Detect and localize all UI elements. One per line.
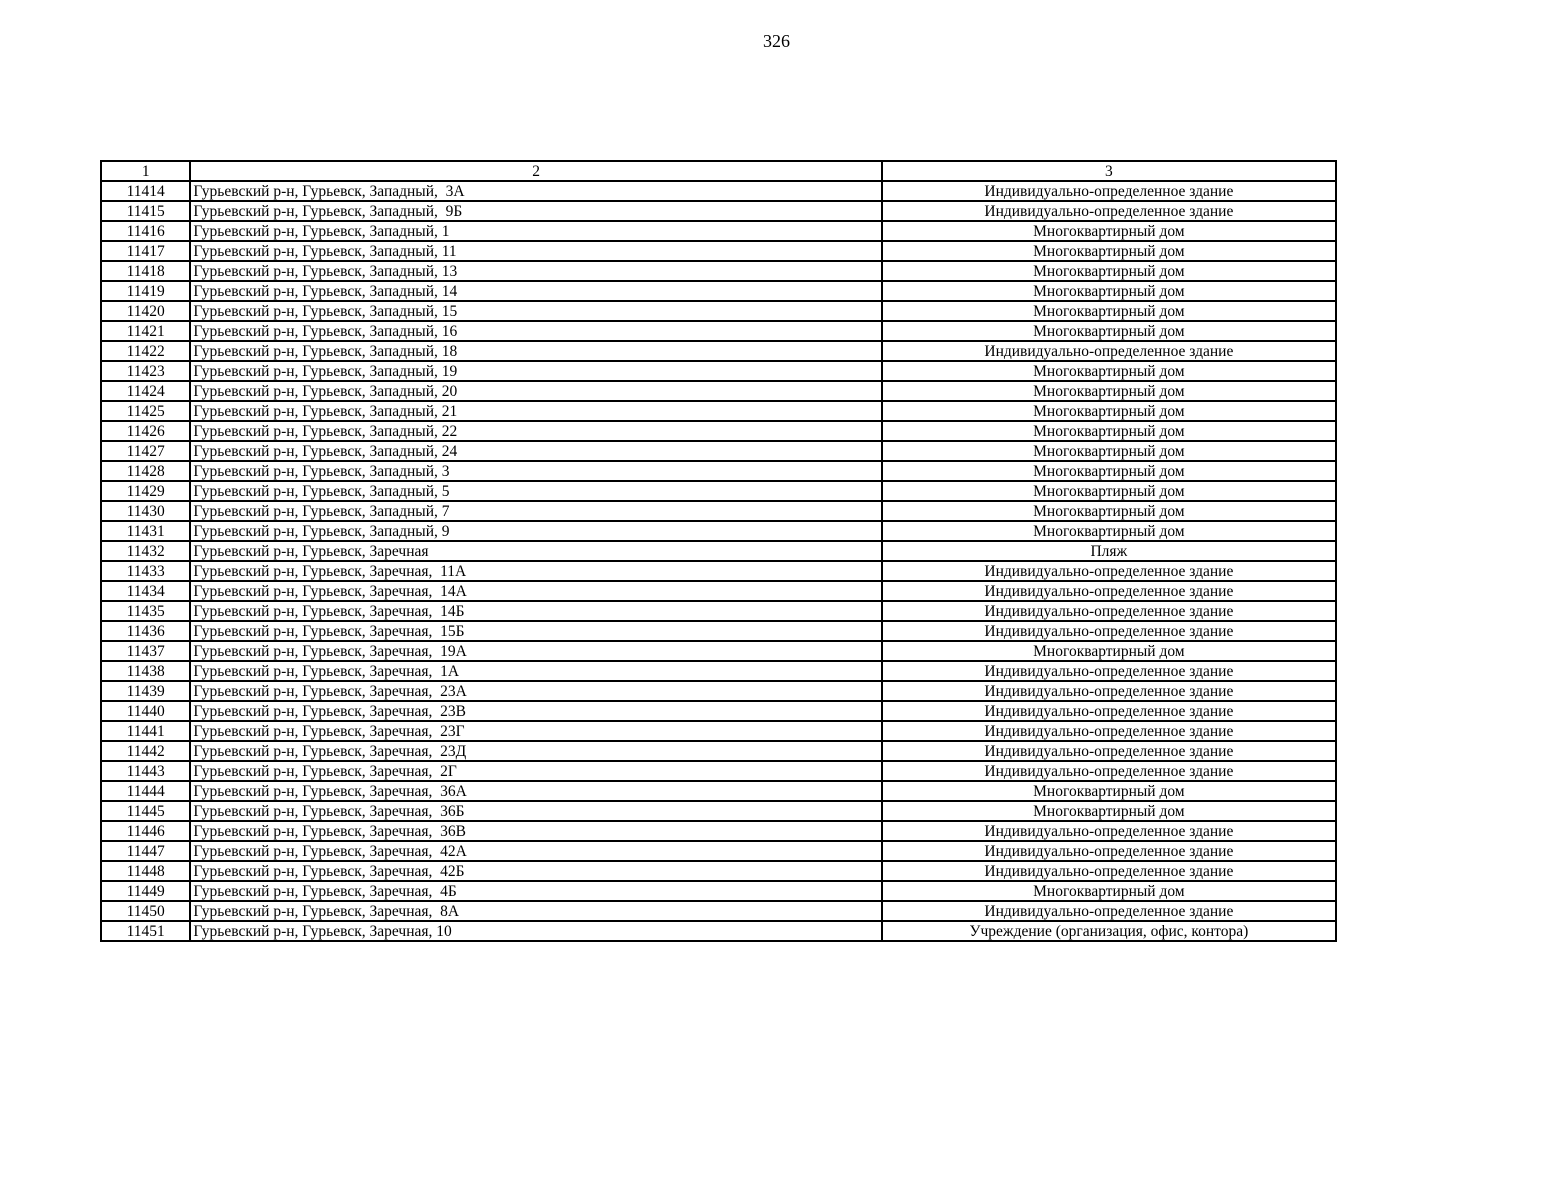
row-number-cell: 11438 [101, 661, 190, 681]
object-type-cell: Индивидуально-определенное здание [882, 701, 1336, 721]
address-cell: Гурьевский р-н, Гурьевск, Западный, 15 [190, 301, 881, 321]
table-row [101, 861, 1336, 881]
address-cell: Гурьевский р-н, Гурьевск, Западный, 22 [190, 421, 881, 441]
row-number-cell: 11435 [101, 601, 190, 621]
row-number-cell: 11416 [101, 221, 190, 241]
row-number-cell: 11449 [101, 881, 190, 901]
table-row [101, 501, 1336, 521]
address-cell: Гурьевский р-н, Гурьевск, Западный, 7 [190, 501, 881, 521]
object-type-cell: Многоквартирный дом [882, 501, 1336, 521]
row-number-cell: 11442 [101, 741, 190, 761]
address-cell: Гурьевский р-н, Гурьевск, Заречная, 36Б [190, 801, 881, 821]
object-type-cell: Индивидуально-определенное здание [882, 601, 1336, 621]
table-row [101, 721, 1336, 741]
table-row [101, 841, 1336, 861]
row-number-cell: 11423 [101, 361, 190, 381]
object-type-cell: Индивидуально-определенное здание [882, 841, 1336, 861]
row-number-cell: 11434 [101, 581, 190, 601]
table-row [101, 681, 1336, 701]
address-cell: Гурьевский р-н, Гурьевск, Заречная, 36В [190, 821, 881, 841]
row-number-cell: 11420 [101, 301, 190, 321]
object-type-cell: Индивидуально-определенное здание [882, 201, 1336, 221]
address-cell: Гурьевский р-н, Гурьевск, Заречная, 23А [190, 681, 881, 701]
address-cell: Гурьевский р-н, Гурьевск, Заречная, 23Г [190, 721, 881, 741]
row-number-cell: 11445 [101, 801, 190, 821]
object-type-cell: Многоквартирный дом [882, 241, 1336, 261]
object-type-cell: Многоквартирный дом [882, 521, 1336, 541]
object-type-cell: Многоквартирный дом [882, 441, 1336, 461]
table-row [101, 921, 1336, 941]
row-number-cell: 11450 [101, 901, 190, 921]
object-type-cell: Многоквартирный дом [882, 421, 1336, 441]
table-row [101, 661, 1336, 681]
address-cell: Гурьевский р-н, Гурьевск, Заречная, 23Д [190, 741, 881, 761]
table-row [101, 481, 1336, 501]
table-row [101, 461, 1336, 481]
row-number-cell: 11421 [101, 321, 190, 341]
table-row [101, 641, 1336, 661]
object-type-cell: Индивидуально-определенное здание [882, 581, 1336, 601]
address-cell: Гурьевский р-н, Гурьевск, Заречная, 42Б [190, 861, 881, 881]
address-cell: Гурьевский р-н, Гурьевск, Западный, 5 [190, 481, 881, 501]
address-cell: Гурьевский р-н, Гурьевск, Заречная, 14Б [190, 601, 881, 621]
object-type-cell: Индивидуально-определенное здание [882, 901, 1336, 921]
address-cell: Гурьевский р-н, Гурьевск, Западный, 20 [190, 381, 881, 401]
address-cell: Гурьевский р-н, Гурьевск, Заречная, 36А [190, 781, 881, 801]
object-type-cell: Многоквартирный дом [882, 361, 1336, 381]
object-type-cell: Индивидуально-определенное здание [882, 861, 1336, 881]
row-number-cell: 11437 [101, 641, 190, 661]
table-row [101, 541, 1336, 561]
address-cell: Гурьевский р-н, Гурьевск, Западный, 3 [190, 461, 881, 481]
address-cell: Гурьевский р-н, Гурьевск, Западный, 14 [190, 281, 881, 301]
table-row [101, 781, 1336, 801]
object-type-cell: Многоквартирный дом [882, 381, 1336, 401]
row-number-cell: 11433 [101, 561, 190, 581]
table-row [101, 441, 1336, 461]
header-row [101, 161, 1336, 181]
row-number-cell: 11443 [101, 761, 190, 781]
table-row [101, 361, 1336, 381]
address-cell: Гурьевский р-н, Гурьевск, Заречная, 23В [190, 701, 881, 721]
table-row [101, 221, 1336, 241]
object-type-cell: Индивидуально-определенное здание [882, 681, 1336, 701]
table-row [101, 281, 1336, 301]
address-cell: Гурьевский р-н, Гурьевск, Западный, 24 [190, 441, 881, 461]
row-number-cell: 11436 [101, 621, 190, 641]
address-cell: Гурьевский р-н, Гурьевск, Заречная, 2Г [190, 761, 881, 781]
row-number-cell: 11424 [101, 381, 190, 401]
object-type-cell: Индивидуально-определенное здание [882, 621, 1336, 641]
address-cell: Гурьевский р-н, Гурьевск, Заречная [190, 541, 881, 561]
row-number-cell: 11448 [101, 861, 190, 881]
address-cell: Гурьевский р-н, Гурьевск, Западный, 9Б [190, 201, 881, 221]
table-row [101, 761, 1336, 781]
address-cell: Гурьевский р-н, Гурьевск, Западный, 9 [190, 521, 881, 541]
table-row [101, 341, 1336, 361]
table-row [101, 601, 1336, 621]
address-cell: Гурьевский р-н, Гурьевск, Заречная, 14А [190, 581, 881, 601]
table-row [101, 741, 1336, 761]
table-row [101, 581, 1336, 601]
object-type-cell: Индивидуально-определенное здание [882, 741, 1336, 761]
table-row [101, 881, 1336, 901]
object-type-cell: Многоквартирный дом [882, 481, 1336, 501]
address-cell: Гурьевский р-н, Гурьевск, Заречная, 15Б [190, 621, 881, 641]
row-number-cell: 11447 [101, 841, 190, 861]
object-type-cell: Многоквартирный дом [882, 641, 1336, 661]
row-number-cell: 11426 [101, 421, 190, 441]
address-cell: Гурьевский р-н, Гурьевск, Заречная, 10 [190, 921, 881, 941]
table-row [101, 241, 1336, 261]
row-number-cell: 11419 [101, 281, 190, 301]
object-type-cell: Многоквартирный дом [882, 261, 1336, 281]
address-cell: Гурьевский р-н, Гурьевск, Заречная, 19А [190, 641, 881, 661]
object-type-cell: Многоквартирный дом [882, 401, 1336, 421]
row-number-cell: 11430 [101, 501, 190, 521]
address-cell: Гурьевский р-н, Гурьевск, Заречная, 4Б [190, 881, 881, 901]
object-type-cell: Индивидуально-определенное здание [882, 761, 1336, 781]
table-row [101, 901, 1336, 921]
object-type-cell: Многоквартирный дом [882, 321, 1336, 341]
object-type-cell: Многоквартирный дом [882, 281, 1336, 301]
row-number-cell: 11429 [101, 481, 190, 501]
row-number-cell: 11440 [101, 701, 190, 721]
table-body [101, 161, 1336, 941]
address-cell: Гурьевский р-н, Гурьевск, Западный, 18 [190, 341, 881, 361]
table-row [101, 561, 1336, 581]
row-number-cell: 11425 [101, 401, 190, 421]
row-number-cell: 11415 [101, 201, 190, 221]
row-number-cell: 11414 [101, 181, 190, 201]
table-row [101, 421, 1336, 441]
table-row [101, 381, 1336, 401]
table-row [101, 201, 1336, 221]
row-number-cell: 11428 [101, 461, 190, 481]
table-row [101, 821, 1336, 841]
address-cell: Гурьевский р-н, Гурьевск, Западный, 19 [190, 361, 881, 381]
object-type-cell: Многоквартирный дом [882, 301, 1336, 321]
table-row [101, 401, 1336, 421]
row-number-cell: 11417 [101, 241, 190, 261]
address-cell: Гурьевский р-н, Гурьевск, Западный, 16 [190, 321, 881, 341]
object-type-cell: Многоквартирный дом [882, 801, 1336, 821]
address-cell: Гурьевский р-н, Гурьевск, Заречная, 8А [190, 901, 881, 921]
header-cell-number: 1 [101, 161, 190, 181]
table-row [101, 801, 1336, 821]
object-type-cell: Индивидуально-определенное здание [882, 181, 1336, 201]
object-type-cell: Многоквартирный дом [882, 461, 1336, 481]
object-type-cell: Индивидуально-определенное здание [882, 721, 1336, 741]
object-type-cell: Индивидуально-определенное здание [882, 561, 1336, 581]
object-type-cell: Индивидуально-определенное здание [882, 821, 1336, 841]
row-number-cell: 11441 [101, 721, 190, 741]
table-row [101, 301, 1336, 321]
address-cell: Гурьевский р-н, Гурьевск, Заречная, 42А [190, 841, 881, 861]
address-cell: Гурьевский р-н, Гурьевск, Западный, 11 [190, 241, 881, 261]
object-type-cell: Пляж [882, 541, 1336, 561]
address-cell: Гурьевский р-н, Гурьевск, Западный, 13 [190, 261, 881, 281]
object-type-cell: Многоквартирный дом [882, 781, 1336, 801]
row-number-cell: 11444 [101, 781, 190, 801]
address-cell: Гурьевский р-н, Гурьевск, Западный, 21 [190, 401, 881, 421]
registry-table [100, 160, 1337, 942]
object-type-cell: Многоквартирный дом [882, 221, 1336, 241]
address-cell: Гурьевский р-н, Гурьевск, Западный, 3А [190, 181, 881, 201]
row-number-cell: 11451 [101, 921, 190, 941]
table-row [101, 181, 1336, 201]
object-type-cell: Многоквартирный дом [882, 881, 1336, 901]
row-number-cell: 11427 [101, 441, 190, 461]
table-row [101, 261, 1336, 281]
header-cell-address: 2 [190, 161, 881, 181]
object-type-cell: Индивидуально-определенное здание [882, 341, 1336, 361]
object-type-cell: Индивидуально-определенное здание [882, 661, 1336, 681]
row-number-cell: 11446 [101, 821, 190, 841]
table-row [101, 701, 1336, 721]
row-number-cell: 11431 [101, 521, 190, 541]
address-cell: Гурьевский р-н, Гурьевск, Заречная, 11А [190, 561, 881, 581]
header-cell-object-type: 3 [882, 161, 1336, 181]
table-row [101, 621, 1336, 641]
table-row [101, 521, 1336, 541]
page-number: 326 [763, 31, 790, 51]
row-number-cell: 11439 [101, 681, 190, 701]
row-number-cell: 11418 [101, 261, 190, 281]
row-number-cell: 11432 [101, 541, 190, 561]
object-type-cell: Учреждение (организация, офис, контора) [882, 921, 1336, 941]
row-number-cell: 11422 [101, 341, 190, 361]
address-cell: Гурьевский р-н, Гурьевск, Западный, 1 [190, 221, 881, 241]
table-row [101, 321, 1336, 341]
address-cell: Гурьевский р-н, Гурьевск, Заречная, 1А [190, 661, 881, 681]
